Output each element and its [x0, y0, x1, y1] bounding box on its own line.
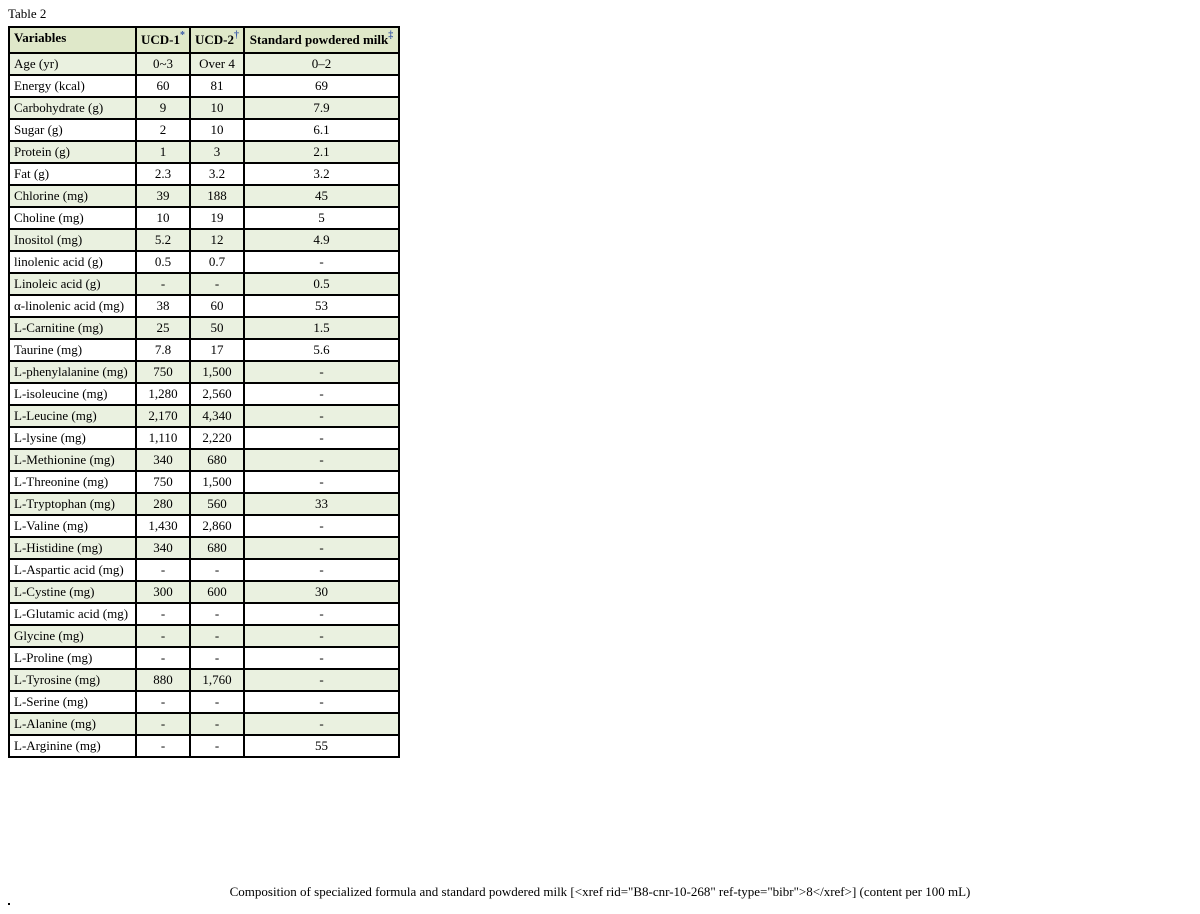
cell-ucd2: 600: [190, 581, 244, 603]
cell-ucd1: -: [136, 713, 190, 735]
cell-standard-milk: -: [244, 537, 399, 559]
header-standard-milk: Standard powdered milk‡: [244, 27, 399, 53]
cell-ucd2: 1,760: [190, 669, 244, 691]
cell-ucd1: 750: [136, 361, 190, 383]
cell-ucd1: 880: [136, 669, 190, 691]
cell-variable: α-linolenic acid (mg): [9, 295, 136, 317]
cell-variable: Linoleic acid (g): [9, 273, 136, 295]
cell-ucd1: -: [136, 691, 190, 713]
table-row: [9, 493, 399, 515]
cell-ucd2: -: [190, 273, 244, 295]
cell-ucd2: 1,500: [190, 361, 244, 383]
cell-ucd1: 0.5: [136, 251, 190, 273]
table-row: [9, 97, 399, 119]
cell-standard-milk: 53: [244, 295, 399, 317]
cell-ucd1: 9: [136, 97, 190, 119]
cell-ucd1: -: [136, 625, 190, 647]
table-row: [9, 427, 399, 449]
cell-standard-milk: -: [244, 713, 399, 735]
cell-variable: Sugar (g): [9, 119, 136, 141]
cell-standard-milk: 45: [244, 185, 399, 207]
cell-standard-milk: -: [244, 691, 399, 713]
cell-ucd2: 560: [190, 493, 244, 515]
cell-ucd2: 19: [190, 207, 244, 229]
cell-ucd2: -: [190, 603, 244, 625]
header-variables: Variables: [9, 27, 136, 53]
cell-standard-milk: -: [244, 405, 399, 427]
cell-variable: Carbohydrate (g): [9, 97, 136, 119]
table-row: [9, 691, 399, 713]
table-row: [9, 625, 399, 647]
cell-variable: L-Methionine (mg): [9, 449, 136, 471]
table-row: [9, 317, 399, 339]
cell-standard-milk: -: [244, 471, 399, 493]
footnote-mark-ucd2[interactable]: †: [234, 30, 239, 41]
header-ucd2: UCD-2†: [190, 27, 244, 53]
table-row: [9, 559, 399, 581]
cell-standard-milk: -: [244, 669, 399, 691]
table-row: [9, 471, 399, 493]
cell-ucd1: 1,430: [136, 515, 190, 537]
table-row: [9, 207, 399, 229]
cell-ucd1: 2,170: [136, 405, 190, 427]
cell-ucd1: 25: [136, 317, 190, 339]
cell-standard-milk: 0.5: [244, 273, 399, 295]
table-row: [9, 273, 399, 295]
table-row: [9, 383, 399, 405]
table-row: [9, 251, 399, 273]
cell-standard-milk: -: [244, 559, 399, 581]
cell-ucd2: 1,500: [190, 471, 244, 493]
cell-ucd1: -: [136, 273, 190, 295]
cell-standard-milk: 1.5: [244, 317, 399, 339]
cell-variable: Age (yr): [9, 53, 136, 75]
cell-standard-milk: -: [244, 251, 399, 273]
cell-ucd2: -: [190, 691, 244, 713]
table-row: [9, 537, 399, 559]
table-row: [9, 163, 399, 185]
cell-standard-milk: -: [244, 647, 399, 669]
cell-variable: L-Cystine (mg): [9, 581, 136, 603]
cell-standard-milk: -: [244, 515, 399, 537]
cell-variable: L-phenylalanine (mg): [9, 361, 136, 383]
table-row: [9, 75, 399, 97]
cell-ucd2: -: [190, 647, 244, 669]
composition-table: [8, 26, 400, 758]
cell-standard-milk: -: [244, 361, 399, 383]
table-row: [9, 119, 399, 141]
table-body: [9, 53, 399, 757]
cell-variable: Chlorine (mg): [9, 185, 136, 207]
cell-ucd2: -: [190, 735, 244, 757]
cell-standard-milk: 5: [244, 207, 399, 229]
table-row: [9, 339, 399, 361]
cell-ucd1: 340: [136, 537, 190, 559]
cell-ucd2: 17: [190, 339, 244, 361]
cell-ucd2: 0.7: [190, 251, 244, 273]
cell-ucd2: 81: [190, 75, 244, 97]
cell-variable: L-Alanine (mg): [9, 713, 136, 735]
cell-variable: Protein (g): [9, 141, 136, 163]
cell-standard-milk: 33: [244, 493, 399, 515]
table-row: [9, 713, 399, 735]
cell-standard-milk: 3.2: [244, 163, 399, 185]
table-header-row: [9, 27, 399, 53]
table-row: [9, 185, 399, 207]
cell-ucd1: -: [136, 603, 190, 625]
cell-ucd2: -: [190, 625, 244, 647]
cell-ucd1: 2.3: [136, 163, 190, 185]
cell-ucd1: 39: [136, 185, 190, 207]
cell-standard-milk: -: [244, 449, 399, 471]
table-row: [9, 735, 399, 757]
cell-ucd1: 1: [136, 141, 190, 163]
cell-standard-milk: 7.9: [244, 97, 399, 119]
cell-ucd1: -: [136, 559, 190, 581]
cell-standard-milk: 4.9: [244, 229, 399, 251]
cell-standard-milk: 55: [244, 735, 399, 757]
cell-variable: L-isoleucine (mg): [9, 383, 136, 405]
cell-ucd2: 188: [190, 185, 244, 207]
cell-variable: L-Threonine (mg): [9, 471, 136, 493]
table-row: [9, 581, 399, 603]
cell-standard-milk: 2.1: [244, 141, 399, 163]
cell-ucd1: 340: [136, 449, 190, 471]
cell-variable: L-Valine (mg): [9, 515, 136, 537]
cell-ucd2: -: [190, 559, 244, 581]
cell-ucd2: 12: [190, 229, 244, 251]
table-row: [9, 603, 399, 625]
cell-ucd1: 0~3: [136, 53, 190, 75]
footnote-mark-ucd1[interactable]: *: [180, 30, 185, 41]
cell-ucd2: 60: [190, 295, 244, 317]
cell-standard-milk: -: [244, 427, 399, 449]
cell-ucd1: 5.2: [136, 229, 190, 251]
cell-ucd1: -: [136, 647, 190, 669]
cell-ucd2: 2,860: [190, 515, 244, 537]
table-row: [9, 647, 399, 669]
cell-ucd1: 300: [136, 581, 190, 603]
table-label: Table 2: [8, 6, 47, 21]
cell-ucd2: 10: [190, 119, 244, 141]
table-row: [9, 141, 399, 163]
table-row: [9, 449, 399, 471]
cell-variable: L-Carnitine (mg): [9, 317, 136, 339]
cell-variable: Glycine (mg): [9, 625, 136, 647]
table-row: [9, 229, 399, 251]
cell-variable: L-Leucine (mg): [9, 405, 136, 427]
cell-ucd2: 2,560: [190, 383, 244, 405]
cell-standard-milk: -: [244, 625, 399, 647]
cell-ucd2: 3.2: [190, 163, 244, 185]
cell-ucd1: 750: [136, 471, 190, 493]
cell-standard-milk: 30: [244, 581, 399, 603]
cell-variable: L-Tyrosine (mg): [9, 669, 136, 691]
cell-variable: L-Aspartic acid (mg): [9, 559, 136, 581]
cell-standard-milk: 69: [244, 75, 399, 97]
cell-ucd1: -: [136, 735, 190, 757]
header-ucd1: UCD-1*: [136, 27, 190, 53]
cell-ucd1: 280: [136, 493, 190, 515]
table-row: [9, 405, 399, 427]
cell-standard-milk: 5.6: [244, 339, 399, 361]
footnote-mark-standard[interactable]: ‡: [388, 30, 394, 41]
cell-variable: L-Tryptophan (mg): [9, 493, 136, 515]
cell-variable: Fat (g): [9, 163, 136, 185]
cell-ucd2: 10: [190, 97, 244, 119]
cell-ucd1: 1,280: [136, 383, 190, 405]
cell-ucd2: 3: [190, 141, 244, 163]
cell-standard-milk: -: [244, 603, 399, 625]
cell-ucd1: 10: [136, 207, 190, 229]
cell-variable: L-Glutamic acid (mg): [9, 603, 136, 625]
cell-variable: linolenic acid (g): [9, 251, 136, 273]
cell-ucd2: 50: [190, 317, 244, 339]
cell-variable: L-Serine (mg): [9, 691, 136, 713]
trailing-dot: [8, 903, 10, 905]
table-row: [9, 295, 399, 317]
cell-ucd1: 1,110: [136, 427, 190, 449]
cell-variable: L-Arginine (mg): [9, 735, 136, 757]
cell-ucd2: 2,220: [190, 427, 244, 449]
cell-ucd2: 4,340: [190, 405, 244, 427]
cell-variable: L-Proline (mg): [9, 647, 136, 669]
cell-ucd2: Over 4: [190, 53, 244, 75]
cell-standard-milk: 6.1: [244, 119, 399, 141]
table-row: [9, 53, 399, 75]
cell-ucd1: 7.8: [136, 339, 190, 361]
cell-variable: Energy (kcal): [9, 75, 136, 97]
cell-ucd1: 38: [136, 295, 190, 317]
cell-variable: L-lysine (mg): [9, 427, 136, 449]
cell-ucd2: -: [190, 713, 244, 735]
cell-ucd1: 2: [136, 119, 190, 141]
cell-ucd2: 680: [190, 537, 244, 559]
cell-variable: Inositol (mg): [9, 229, 136, 251]
table-row: [9, 669, 399, 691]
cell-ucd2: 680: [190, 449, 244, 471]
table-caption: Composition of specialized formula and standard powdered milk [<xref rid="B8-cnr-10-268" ref-type="bibr">8</xref>] (content per 100 mL): [229, 884, 971, 899]
table-row: [9, 361, 399, 383]
cell-ucd1: 60: [136, 75, 190, 97]
table-row: [9, 515, 399, 537]
cell-variable: L-Histidine (mg): [9, 537, 136, 559]
cell-variable: Taurine (mg): [9, 339, 136, 361]
cell-standard-milk: 0–2: [244, 53, 399, 75]
cell-standard-milk: -: [244, 383, 399, 405]
cell-variable: Choline (mg): [9, 207, 136, 229]
